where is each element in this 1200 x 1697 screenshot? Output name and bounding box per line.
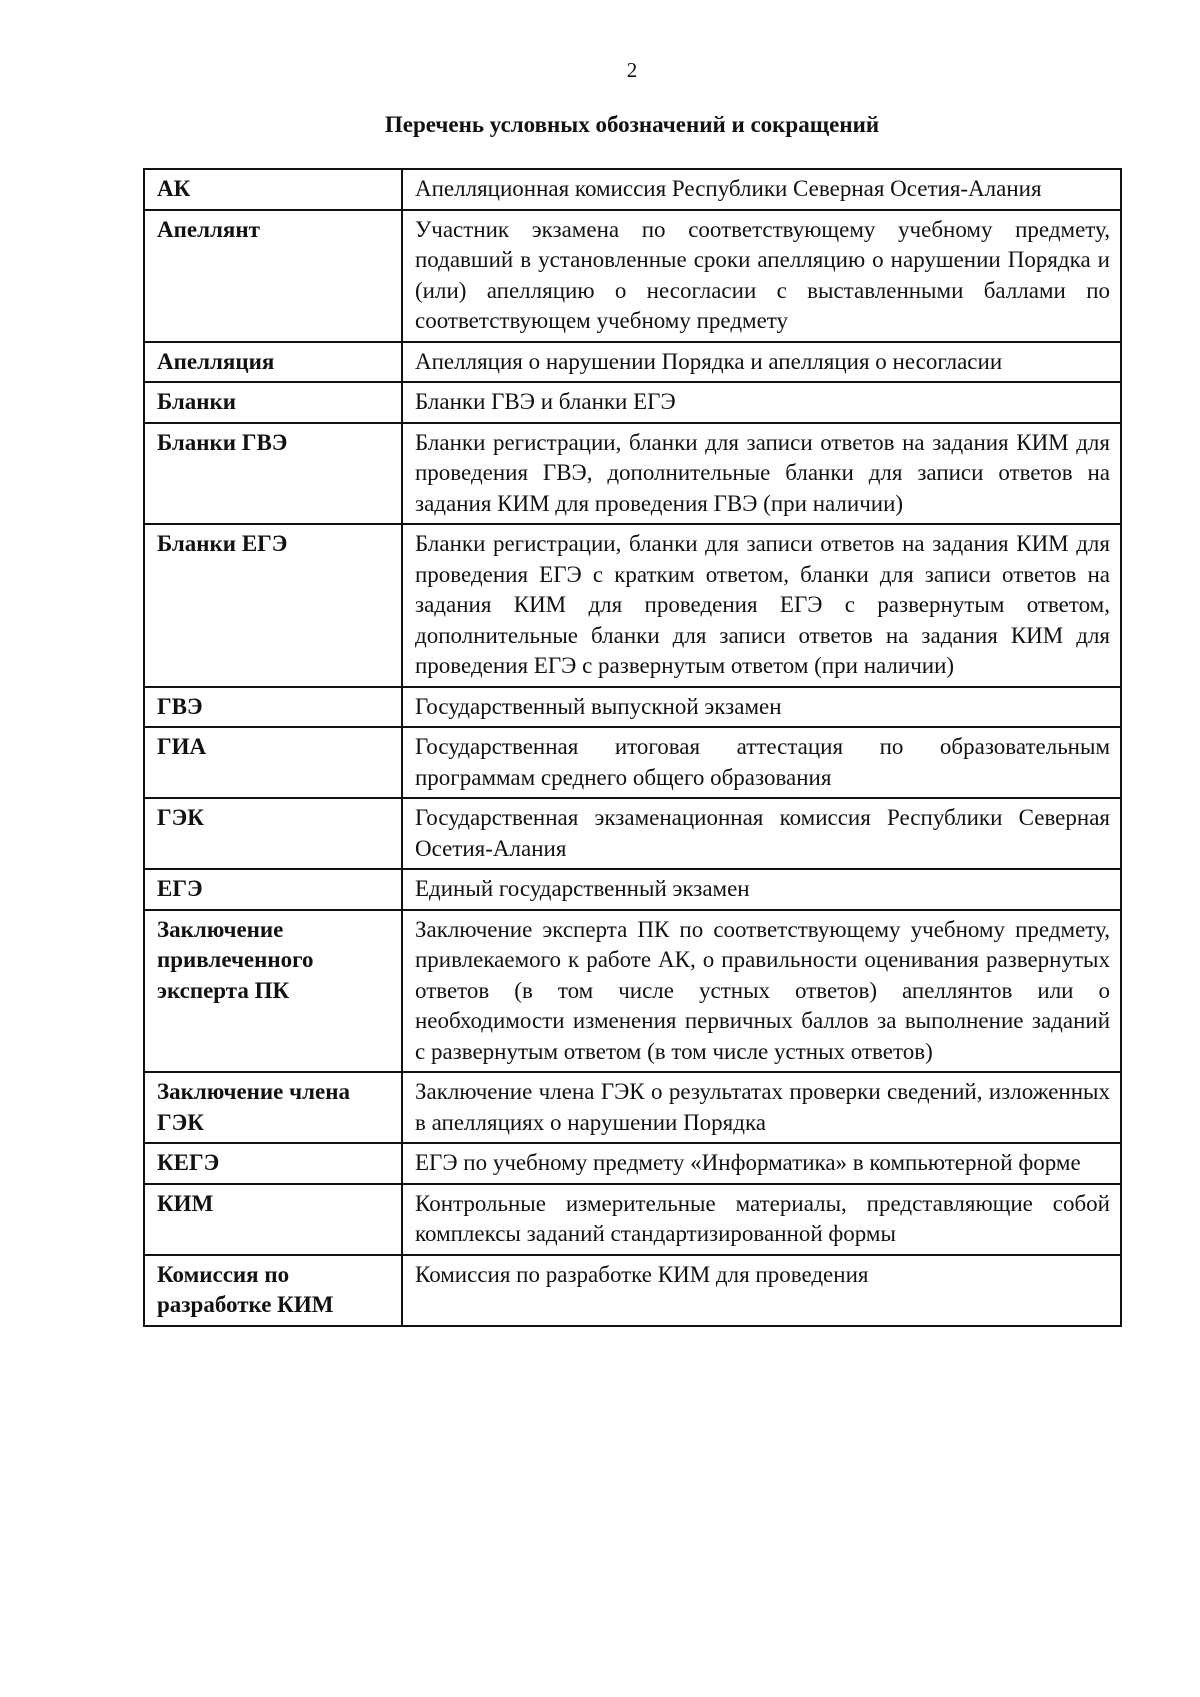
term-cell: КИМ xyxy=(144,1184,402,1255)
table-row xyxy=(144,1184,1121,1255)
definition-cell: Государственный выпускной экзамен xyxy=(402,687,1121,728)
table-row xyxy=(144,798,1121,869)
term-cell: КЕГЭ xyxy=(144,1143,402,1184)
term-cell: Апелляция xyxy=(144,342,402,383)
definition-cell: Участник экзамена по соответствующему учебному предмету, подавший в установленные сроки апелляцию о нарушении Порядка и (или) апелляцию о несогласии с выставленными баллами по соответствующем учебному предмету xyxy=(402,210,1121,342)
definition-cell: Бланки ГВЭ и бланки ЕГЭ xyxy=(402,382,1121,423)
table-row xyxy=(144,210,1121,342)
term-cell: Заключение привлеченного эксперта ПК xyxy=(144,910,402,1073)
table-row xyxy=(144,342,1121,383)
table-row xyxy=(144,524,1121,687)
definition-cell: Государственная итоговая аттестация по образовательным программам среднего общего образования xyxy=(402,727,1121,798)
table-row xyxy=(144,687,1121,728)
term-cell: АК xyxy=(144,169,402,210)
abbreviations-table xyxy=(143,168,1122,1327)
term-cell: ГИА xyxy=(144,727,402,798)
table-row xyxy=(144,727,1121,798)
definition-cell: Контрольные измерительные материалы, представляющие собой комплексы заданий стандартизированной формы xyxy=(402,1184,1121,1255)
term-cell: Бланки ГВЭ xyxy=(144,423,402,525)
term-cell: Заключение члена ГЭК xyxy=(144,1072,402,1143)
definition-cell: Заключение эксперта ПК по соответствующему учебному предмету, привлекаемого к работе АК, о правильности оценивания развернутых ответов (в том числе устных ответов) апеллянтов или о необходимости изменения первичных баллов за выполнение заданий с развернутым ответом (в том числе устных ответов) xyxy=(402,910,1121,1073)
definition-cell: Бланки регистрации, бланки для записи ответов на задания КИМ для проведения ГВЭ, дополнительные бланки для записи ответов на задания КИМ для проведения ГВЭ (при наличии) xyxy=(402,423,1121,525)
table-row xyxy=(144,382,1121,423)
term-cell: Комиссия по разработке КИМ xyxy=(144,1255,402,1326)
definition-cell: Единый государственный экзамен xyxy=(402,869,1121,910)
table-row xyxy=(144,910,1121,1073)
page-title: Перечень условных обозначений и сокращений xyxy=(384,112,880,137)
definition-cell: Апелляция о нарушении Порядка и апелляция о несогласии xyxy=(402,342,1121,383)
table-row xyxy=(144,1143,1121,1184)
definition-cell: Бланки регистрации, бланки для записи ответов на задания КИМ для проведения ЕГЭ с кратким ответом, бланки для записи ответов на задания КИМ для проведения ЕГЭ с развернутым ответом, дополнительные бланки для записи ответов на задания КИМ для проведения ЕГЭ с развернутым ответом (при наличии) xyxy=(402,524,1121,687)
definition-cell: Комиссия по разработке КИМ для проведения xyxy=(402,1255,1121,1326)
term-cell: ЕГЭ xyxy=(144,869,402,910)
definition-cell: Апелляционная комиссия Республики Северная Осетия-Алания xyxy=(402,169,1121,210)
term-cell: ГЭК xyxy=(144,798,402,869)
table-row xyxy=(144,1072,1121,1143)
table-row xyxy=(144,869,1121,910)
definition-cell: Заключение члена ГЭК о результатах проверки сведений, изложенных в апелляциях о нарушении Порядка xyxy=(402,1072,1121,1143)
definition-cell: Государственная экзаменационная комиссия Республики Северная Осетия-Алания xyxy=(402,798,1121,869)
term-cell: Бланки ЕГЭ xyxy=(144,524,402,687)
term-cell: Апеллянт xyxy=(144,210,402,342)
page-number: 2 xyxy=(626,58,638,82)
table-row xyxy=(144,423,1121,525)
table-row xyxy=(144,1255,1121,1326)
term-cell: ГВЭ xyxy=(144,687,402,728)
table-row xyxy=(144,169,1121,210)
definition-cell: ЕГЭ по учебному предмету «Информатика» в компьютерной форме xyxy=(402,1143,1121,1184)
term-cell: Бланки xyxy=(144,382,402,423)
